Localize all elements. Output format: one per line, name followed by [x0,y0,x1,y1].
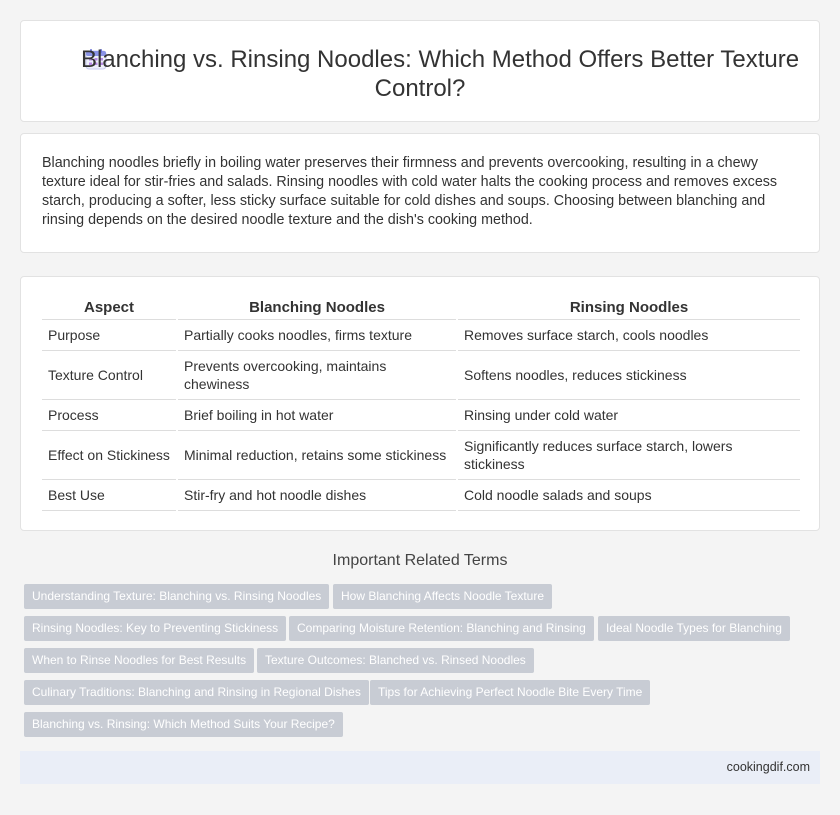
table-cell: Process [42,399,177,430]
table-cell: Stir-fry and hot noodle dishes [177,479,457,510]
related-term-tag[interactable]: Texture Outcomes: Blanched vs. Rinsed Noodles [257,648,534,673]
column-header-aspect: Aspect [42,295,177,319]
comparison-table-card [20,276,820,531]
related-term-tag[interactable]: Understanding Texture: Blanching vs. Rinsing Noodles [24,584,329,609]
title-card [20,20,820,122]
related-term-tag[interactable]: How Blanching Affects Noodle Texture [333,584,552,609]
column-header-blanching: Blanching Noodles [177,295,457,319]
footer [20,751,820,784]
related-term-tag[interactable]: Ideal Noodle Types for Blanching [598,616,790,641]
table-cell: Rinsing under cold water [457,399,800,430]
table-row [42,319,800,350]
summary-card [20,133,820,253]
related-term-tag[interactable]: When to Rinse Noodles for Best Results [24,648,254,673]
table-cell: Partially cooks noodles, firms texture [177,319,457,350]
summary-text: Blanching noodles briefly in boiling water preserves their firmness and prevents overcooking, resulting in a chewy texture ideal for stir-fries and salads. Rinsing noodles with cold water halts the cooking process and removes excess starch, producing a softer, less sticky surface suitable for cold dishes and soups. Choosing between blanching and rinsing depends on the desired noodle texture and the dish's cooking method. [42,155,778,228]
table-row [42,399,800,430]
table-cell: Brief boiling in hot water [177,399,457,430]
table-row [42,430,800,479]
table-row [42,479,800,510]
table-cell: Softens noodles, reduces stickiness [457,350,800,399]
table-header-row [42,295,800,319]
table-cell: Purpose [42,319,177,350]
page-title: Blanching vs. Rinsing Noodles: Which Method Offers Better Texture Control? [80,46,800,102]
column-header-rinsing: Rinsing Noodles [457,295,800,319]
table-cell: Effect on Stickiness [42,430,177,479]
comparison-table [42,295,800,511]
related-term-tag[interactable]: Blanching vs. Rinsing: Which Method Suits Your Recipe? [24,712,343,737]
related-terms-heading: Important Related Terms [332,552,508,569]
related-term-tag[interactable]: Tips for Achieving Perfect Noodle Bite Every Time [370,680,650,705]
related-term-tag[interactable]: Rinsing Noodles: Key to Preventing Stickiness [24,616,286,641]
table-cell: Minimal reduction, retains some stickiness [177,430,457,479]
related-term-tag[interactable]: Culinary Traditions: Blanching and Rinsing in Regional Dishes [24,680,369,705]
table-cell: Prevents overcooking, maintains chewiness [177,350,457,399]
table-cell: Removes surface starch, cools noodles [457,319,800,350]
table-row [42,350,800,399]
related-term-tag[interactable]: Comparing Moisture Retention: Blanching and Rinsing [289,616,594,641]
table-cell: Significantly reduces surface starch, lowers stickiness [457,430,800,479]
table-cell: Best Use [42,479,177,510]
table-cell: Texture Control [42,350,177,399]
footer-site-link[interactable]: cookingdif.com [726,760,810,774]
table-cell: Cold noodle salads and soups [457,479,800,510]
